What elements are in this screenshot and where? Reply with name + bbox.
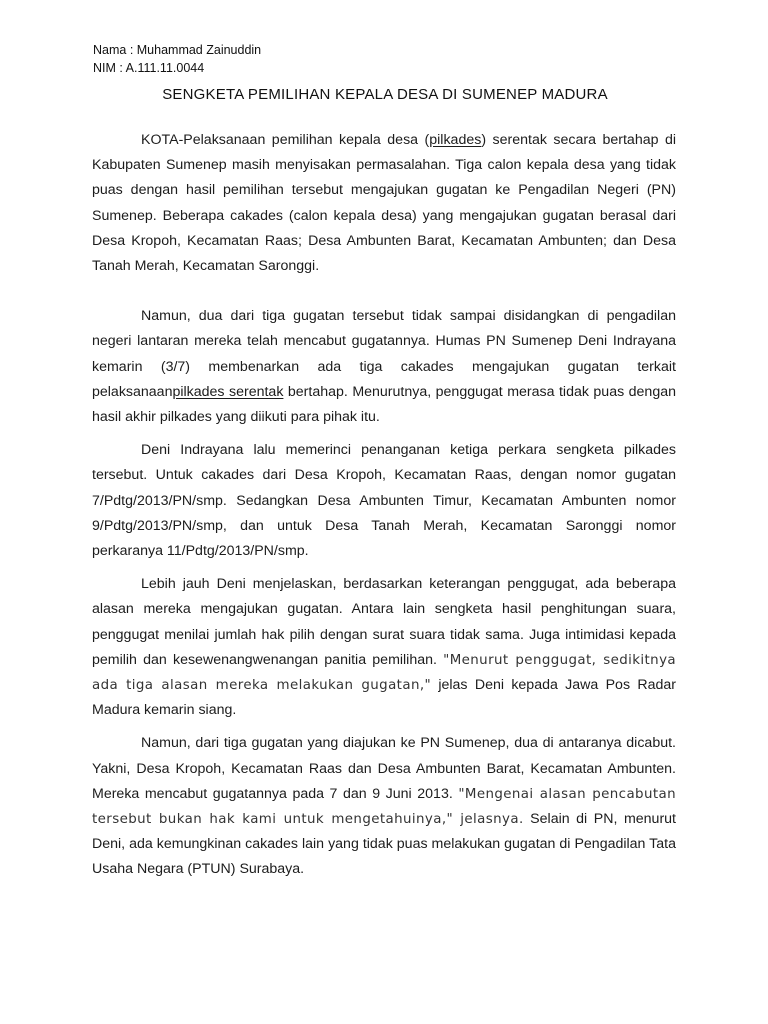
paragraph-5-quote: "Mengenai alasan pencabutan tersebut bukan hak kami untuk mengetahuinya," jelasnya. <box>92 786 676 828</box>
paragraph-4-text-b: jelas Deni kepada Jawa Pos Radar Madura kemarin siang. <box>92 677 676 719</box>
paragraph-5 <box>92 731 676 882</box>
paragraph-5-text-b: Selain di PN, menurut Deni, ada kemungkinan cakades lain yang tidak puas melakukan gugatan di Pengadilan Tata Usaha Negara (PTUN) Surabaya. <box>92 811 676 878</box>
paragraph-1 <box>92 128 676 279</box>
paragraph-4-text-a: Lebih jauh Deni menjelaskan, berdasarkan keterangan penggugat, ada beberapa alasan mereka mengajukan gugatan. Antara lain sengketa hasil penghitungan suara, penggugat menilai jumlah hak pilih dengan surat suara tidak sama. Juga intimidasi kepada pemilih dan kesewenangwenangan panitia pemilihan. <box>92 576 676 668</box>
paragraph-4-quote: "Menurut penggugat, sedikitnya ada tiga alasan mereka melakukan gugatan," <box>92 652 676 694</box>
paragraph-2-text-a: Namun, dua dari tiga gugatan tersebut tidak sampai disidangkan di pengadilan negeri lantaran mereka telah mencabut gugatannya. Humas PN Sumenep Deni Indrayana kemarin (3/7) membenarkan ada tiga cakades mengajukan gugatan terkait pelaksanaan <box>92 308 676 400</box>
author-header <box>93 41 261 77</box>
document-title: SENGKETA PEMILIHAN KEPALA DESA DI SUMENEP MADURA <box>162 86 608 103</box>
author-nim: NIM : A.111.11.0044 <box>93 61 205 75</box>
pilkades-link[interactable]: pilkades <box>429 132 482 148</box>
paragraph-4 <box>92 572 676 723</box>
paragraph-5-text-a: Namun, dari tiga gugatan yang diajukan ke PN Sumenep, dua di antaranya dicabut. Yakni, Desa Kropoh, Kecamatan Raas dan Desa Ambunten Barat, Kecamatan Ambunten. Mereka mencabut gugatannya pada 7 dan 9 Juni 2013. <box>92 735 676 802</box>
paragraph-2-text-b: bertahap. Menurutnya, penggugat merasa tidak puas dengan hasil akhir pilkades yang diikuti para pihak itu. <box>92 383 676 426</box>
paragraph-1-text-b: ) serentak secara bertahap di Kabupaten Sumenep masih menyisakan permasalahan. Tiga calon kepala desa yang tidak puas dengan hasil pemilihan tersebut mengajukan gugatan ke Pengadilan Negeri (PN) Sumenep. Beberapa cakades (calon kepala desa) yang mengajukan gugatan berasal dari Desa Kropoh, Kecamatan Raas; Desa Ambunten Barat, Kecamatan Ambunten; dan Desa Tanah Merah, Kecamatan Saronggi. <box>92 132 677 275</box>
paragraph-1-text-a: KOTA-Pelaksanaan pemilihan kepala desa ( <box>141 132 430 148</box>
paragraph-2 <box>92 304 676 430</box>
article-body <box>92 128 676 883</box>
paragraph-3: Deni Indrayana lalu memerinci penanganan ketiga perkara sengketa pilkades tersebut. Untuk cakades dari Desa Kropoh, Kecamatan Raas, dengan nomor gugatan 7/Pdtg/2013/PN/smp. Sedangkan Desa Ambunten Timur, Kecamatan Ambunten nomor 9/Pdtg/2013/PN/smp, dan untuk Desa Tanah Merah, Kecamatan Saronggi nomor perkaranya 11/Pdtg/2013/PN/smp. <box>92 442 676 560</box>
author-name: Nama : Muhammad Zainuddin <box>93 43 262 57</box>
pilkades-serentak-link[interactable]: pilkades serentak <box>172 383 284 400</box>
